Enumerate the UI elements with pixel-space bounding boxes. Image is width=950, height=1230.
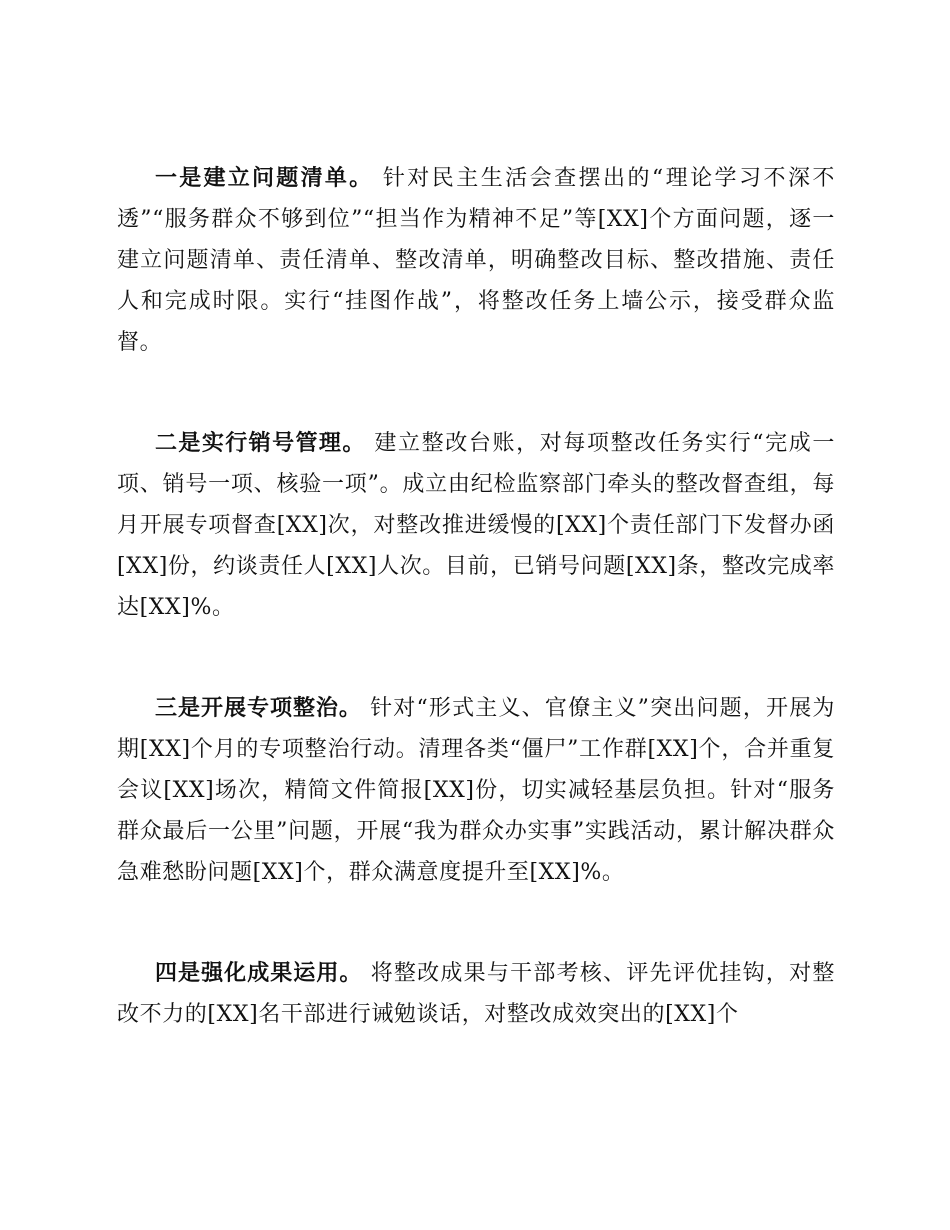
paragraph-2 xyxy=(117,423,835,628)
paragraph-3 xyxy=(117,688,835,893)
paragraph-1 xyxy=(117,158,835,363)
paragraph-body: 针对“形式主义、官僚主义”突出问题，开展为期[XX]个月的专项整治行动。清理各类“僵尸”工作群[XX]个，合并重复会议[XX]场次，精简文件简报[XX]份，切实减轻基层负担。针对“服务群众最后一公里”问题，开展“我为群众办实事”实践活动，累计解决群众急难愁盼问题[XX]个，群众满意度提升至[XX]%。 xyxy=(117,696,835,885)
document-page xyxy=(117,158,835,1035)
paragraph-4 xyxy=(117,953,835,1035)
paragraph-heading: 四是强化成果运用。 xyxy=(155,961,363,986)
paragraph-heading: 二是实行销号管理。 xyxy=(155,431,366,456)
paragraph-heading: 一是建立问题清单。 xyxy=(155,166,374,191)
paragraph-heading: 三是开展专项整治。 xyxy=(155,696,362,721)
paragraph-body: 针对民主生活会查摆出的“理论学习不深不透”“服务群众不够到位”“担当作为精神不足”等[XX]个方面问题，逐一建立问题清单、责任清单、整改清单，明确整改目标、整改措施、责任人和完成时限。实行“挂图作战”，将整改任务上墙公示，接受群众监督。 xyxy=(117,166,836,355)
paragraph-body: 将整改成果与干部考核、评先评优挂钩，对整改不力的[XX]名干部进行诫勉谈话，对整改成效突出的[XX]个 xyxy=(117,961,835,1027)
paragraph-body: 建立整改台账，对每项整改任务实行“完成一项、销号一项、核验一项”。成立由纪检监察部门牵头的整改督查组，每月开展专项督查[XX]次，对整改推进缓慢的[XX]个责任部门下发督办函[XX]份，约谈责任人[XX]人次。目前，已销号问题[XX]条，整改完成率达[XX]%。 xyxy=(117,431,836,620)
